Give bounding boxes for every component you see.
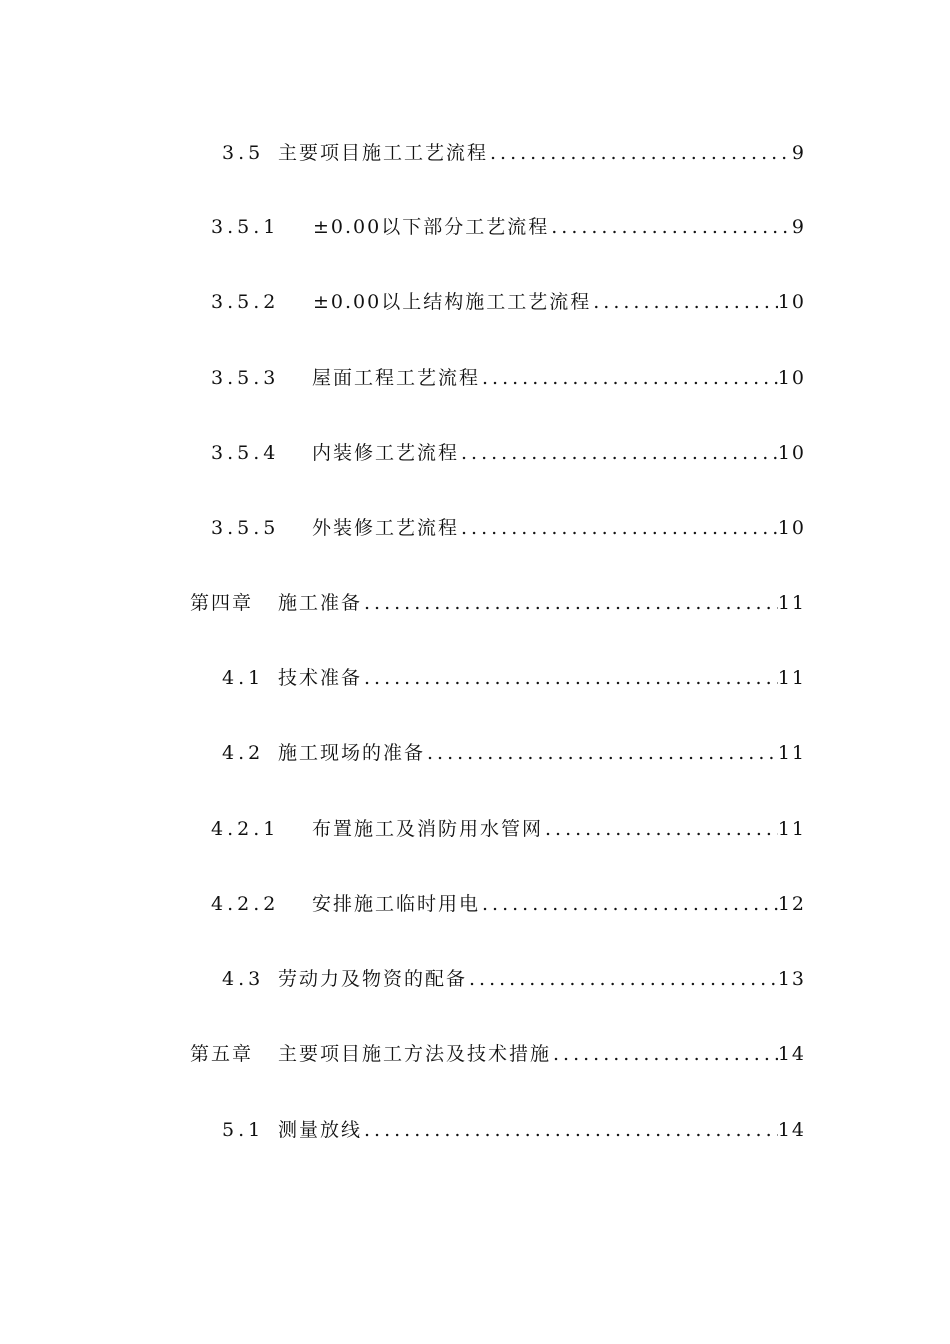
- toc-entry[interactable]: [211, 363, 806, 393]
- toc-entry-title: 安排施工临时用电: [312, 893, 481, 915]
- toc-entry-number: 第四章: [190, 592, 254, 614]
- toc-dot-leader: [490, 142, 792, 164]
- toc-dot-leader: [364, 592, 778, 614]
- toc-entry-number: 3.5.5: [211, 517, 280, 539]
- toc-entry-page: 10: [777, 517, 806, 539]
- toc-entry-title: 施工准备: [278, 592, 363, 614]
- toc-entry-number: 4.1: [222, 667, 265, 689]
- toc-entry-title: 外装修工艺流程: [312, 517, 460, 539]
- toc-entry-title: ±0.00以下部分工艺流程: [313, 216, 550, 238]
- toc-dot-leader: [461, 517, 778, 539]
- toc-entry-page: 12: [777, 893, 806, 915]
- toc-entry[interactable]: [222, 1115, 806, 1145]
- toc-entry-title: ±0.00以上结构施工工艺流程: [313, 291, 592, 313]
- toc-entry-page: 11: [777, 818, 806, 840]
- toc-entry[interactable]: [211, 212, 806, 242]
- toc-dot-leader: [553, 1043, 778, 1065]
- toc-dot-leader: [482, 367, 778, 389]
- toc-dot-leader: [461, 442, 778, 464]
- toc-dot-leader: [551, 216, 792, 238]
- toc-entry-page: 11: [777, 742, 806, 764]
- toc-entry[interactable]: [211, 438, 806, 468]
- toc-entry[interactable]: [222, 663, 806, 693]
- toc-entry-number: 4.2.2: [211, 893, 280, 915]
- toc-entry-number: 第五章: [190, 1043, 254, 1065]
- toc-dot-leader: [427, 742, 778, 764]
- toc-entry-number: 3.5.3: [211, 367, 280, 389]
- toc-entry-title: 布置施工及消防用水管网: [312, 818, 544, 840]
- toc-entry-number: 4.2: [222, 742, 265, 764]
- toc-entry-number: 3.5.2: [211, 291, 280, 313]
- toc-entry-number: 4.2.1: [211, 818, 280, 840]
- toc-entry-title: 劳动力及物资的配备: [278, 968, 468, 990]
- toc-entry[interactable]: [222, 138, 806, 168]
- toc-entry-page: 14: [777, 1119, 806, 1141]
- toc-entry-page: 9: [791, 216, 806, 238]
- toc-entry-number: 5.1: [222, 1119, 265, 1141]
- toc-entry-number: 3.5: [222, 142, 265, 164]
- toc-entry[interactable]: [222, 738, 806, 768]
- toc-entry-title: 主要项目施工工艺流程: [278, 142, 489, 164]
- toc-entry-page: 14: [777, 1043, 806, 1065]
- toc-dot-leader: [593, 291, 778, 313]
- toc-entry[interactable]: [211, 513, 806, 543]
- toc-entry-page: 11: [777, 592, 806, 614]
- toc-entry-page: 13: [777, 968, 806, 990]
- toc-entry-chapter[interactable]: [190, 1039, 806, 1069]
- toc-entry-page: 10: [777, 442, 806, 464]
- toc-entry-chapter[interactable]: [190, 588, 806, 618]
- toc-entry-title: 主要项目施工方法及技术措施: [278, 1043, 552, 1065]
- toc-entry-number: 3.5.4: [211, 442, 280, 464]
- toc-entry-number: 4.3: [222, 968, 265, 990]
- toc-dot-leader: [364, 1119, 778, 1141]
- toc-entry-page: 11: [777, 667, 806, 689]
- toc-entry[interactable]: [211, 814, 806, 844]
- toc-dot-leader: [469, 968, 778, 990]
- toc-entry[interactable]: [211, 889, 806, 919]
- toc-dot-leader: [482, 893, 778, 915]
- toc-entry[interactable]: [211, 287, 806, 317]
- toc-entry-number: 3.5.1: [211, 216, 280, 238]
- toc-entry-title: 屋面工程工艺流程: [312, 367, 481, 389]
- toc-entry-page: 10: [777, 291, 806, 313]
- toc-entry[interactable]: [222, 964, 806, 994]
- toc-dot-leader: [545, 818, 778, 840]
- toc-entry-page: 9: [791, 142, 806, 164]
- toc-entry-page: 10: [777, 367, 806, 389]
- toc-entry-title: 施工现场的准备: [278, 742, 426, 764]
- toc-dot-leader: [364, 667, 778, 689]
- toc-entry-title: 测量放线: [278, 1119, 363, 1141]
- toc-entry-title: 内装修工艺流程: [312, 442, 460, 464]
- toc-entry-title: 技术准备: [278, 667, 363, 689]
